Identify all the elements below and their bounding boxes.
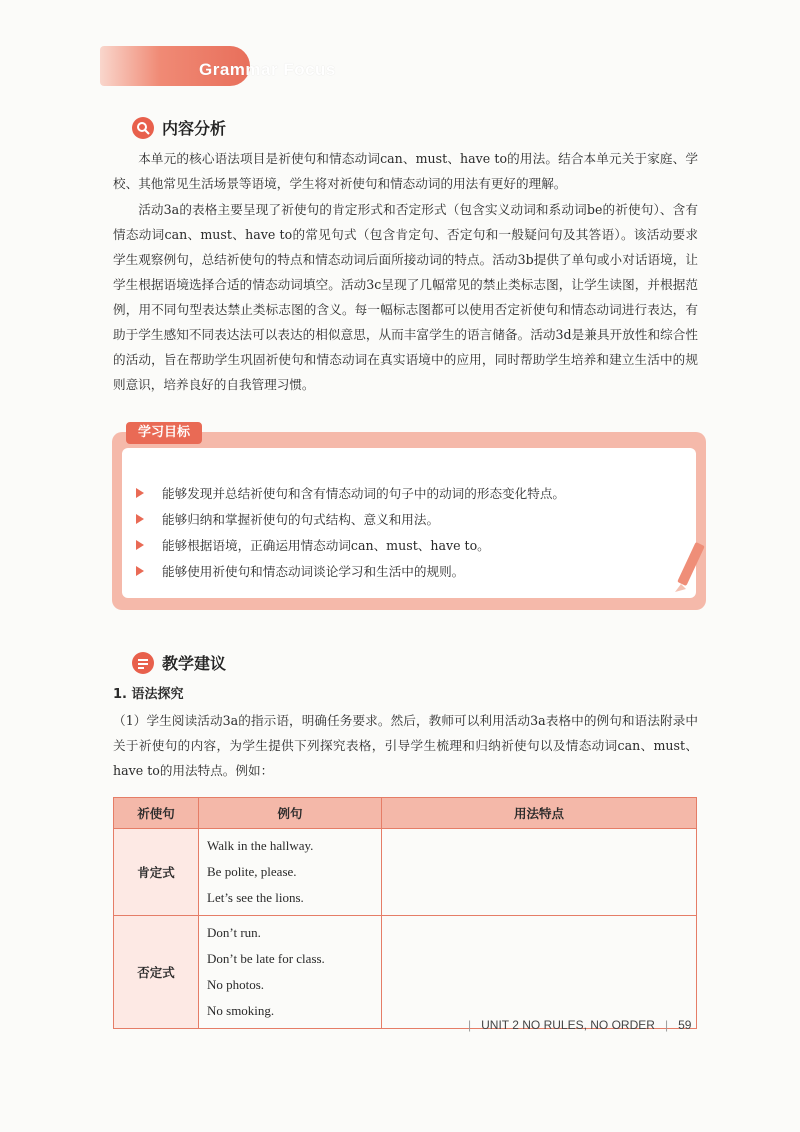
goal-item: 能够使用祈使句和情态动词谈论学习和生活中的规则。: [136, 561, 464, 580]
goal-item: 能够根据语境，正确运用情态动词can、must、have to。: [136, 535, 490, 554]
content-analysis-heading: [132, 116, 226, 139]
goal-item: 能够归纳和掌握祈使句的句式结构、意义和用法。: [136, 509, 439, 528]
examples-cell: [199, 829, 382, 916]
header-usage: 用法特点: [382, 798, 697, 829]
triangle-bullet-icon: [136, 488, 144, 498]
triangle-bullet-icon: [136, 540, 144, 550]
example-sentence: No photos.: [207, 977, 265, 992]
goal-item: 能够发现并总结祈使句和含有情态动词的句子中的动词的形态变化特点。: [136, 483, 565, 502]
teaching-suggestions-title: 教学建议: [162, 654, 227, 673]
pencil-icon: [672, 540, 716, 600]
page-footer: [468, 1018, 691, 1032]
row-label-negative: 否定式: [114, 916, 199, 1029]
example-sentence: Don’t be late for class.: [207, 951, 325, 966]
learning-goals-tab: 学习目标: [126, 422, 202, 444]
content-analysis-title: 内容分析: [162, 119, 227, 138]
divider: |: [468, 1018, 472, 1032]
example-sentence: Let’s see the lions.: [207, 890, 304, 905]
example-sentence: Walk in the hallway.: [207, 838, 314, 853]
page-number: 59: [678, 1018, 692, 1032]
divider: |: [664, 1018, 669, 1032]
example-sentence: Don’t run.: [207, 925, 261, 940]
magnifier-icon: [132, 117, 154, 139]
analysis-paragraph-1: 本单元的核心语法项目是祈使句和情态动词can、must、have to的用法。结合本单元关于家庭、学校、其他常见生活场景等语境，学生将对祈使句和情态动词的用法有更好的理解。: [113, 151, 698, 191]
table-row: [114, 916, 697, 1029]
triangle-bullet-icon: [136, 566, 144, 576]
analysis-paragraph-2: 活动3a的表格主要呈现了祈使句的肯定形式和否定形式（包含实义动词和系动词be的祈使句）、含有情态动词can、must、have to的常见句式（包含肯定句、否定句和一般疑问句及其答语）。该活动要求学生观察例句，总结祈使句的特点和情态动词后面所接动词的特点。活动3b提供了单句或小对话语境，让学生根据语境选择合适的情态动词填空。活动3c呈现了几幅常见的禁止类标志图，让学生读图，并根据范例，用不同句型表达禁止类标志图的含义。每一幅标志图都可以使用否定祈使句和情态动词进行表达，有助于学生感知不同表达法可以表达的相似意思，从而丰富学生的语言储备。活动3d是兼具开放性和综合性的活动，旨在帮助学生巩固祈使句和情态动词在真实语境中的应用，同时帮助学生培养和建立生活中的规则意识，培养良好的自我管理习惯。: [113, 202, 698, 392]
teaching-paragraph: （1）学生阅读活动3a的指示语，明确任务要求。然后，教师可以利用活动3a表格中的例句和语法附录中关于祈使句的内容，为学生提供下列探究表格，引导学生梳理和归纳祈使句以及情态动词can、must、have to的用法特点。例如：: [113, 713, 698, 778]
usage-cell[interactable]: [382, 916, 697, 1029]
header-examples: 例句: [199, 798, 382, 829]
example-sentence: Be polite, please.: [207, 864, 297, 879]
notebook-icon: [132, 652, 154, 674]
banner-title: Grammar Focus: [199, 60, 336, 79]
unit-title: UNIT 2 NO RULES, NO ORDER: [481, 1018, 655, 1032]
row-label-affirmative: 肯定式: [114, 829, 199, 916]
examples-cell: [199, 916, 382, 1029]
header-imperative: 祈使句: [114, 798, 199, 829]
grammar-exploration-subheading: 1. 语法探究: [113, 687, 184, 702]
table-row: [114, 829, 697, 916]
example-sentence: No smoking.: [207, 1003, 275, 1018]
triangle-bullet-icon: [136, 514, 144, 524]
grammar-table: [113, 797, 697, 1029]
usage-cell[interactable]: [382, 829, 697, 916]
table-header-row: [114, 798, 697, 829]
teaching-suggestions-heading: [132, 651, 226, 674]
